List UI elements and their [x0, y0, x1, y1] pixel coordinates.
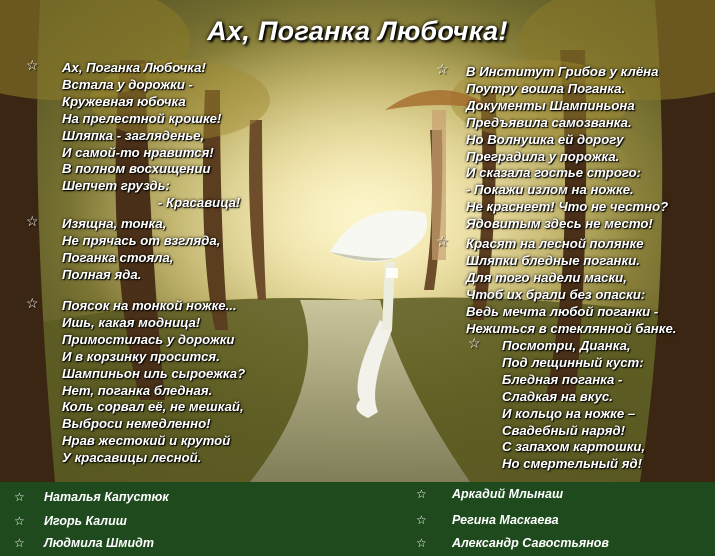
right-stanza-1 [466, 64, 668, 233]
poem-line: И в корзинку просится. [62, 348, 220, 364]
poem-line: Полная яда. [62, 266, 142, 282]
poem-line: Преградила у порожка. [466, 148, 620, 164]
poem-line: У красавицы лесной. [62, 450, 202, 466]
author-name: Наталья Капустюк [44, 490, 169, 504]
poem-line: С запахом картошки, [502, 439, 646, 455]
poem-line: Под лещинный куст: [502, 354, 644, 370]
poem-line: Красят на лесной полянке [466, 236, 644, 251]
poem-line: Выброси немедленно! [62, 416, 211, 432]
poem-line: Поясок на тонкой ножке... [62, 298, 237, 313]
poem-line: Ах, Поганка Любочка! [62, 60, 206, 75]
poem-line: И самой-то нравится! [62, 144, 214, 160]
poem-line: Предъявила самозванка. [466, 114, 632, 130]
poem-line: Встала у дорожки - [62, 76, 193, 92]
poem-line: Нрав жестокий и крутой [62, 433, 231, 449]
star-outline-icon: ☆ [14, 490, 25, 504]
poem-line: Изящна, тонка, [62, 216, 167, 231]
poem-line: Не прячась от взгляда, [62, 232, 221, 248]
left-stanza-3 [62, 298, 245, 467]
poem-line: Сладкая на вкус. [502, 388, 613, 404]
poem-line: - Красавица! [158, 195, 241, 211]
poem-line: Ведь мечта любой поганки - [466, 303, 659, 319]
poem-line: Документы Шампиньона [466, 97, 635, 113]
poem-line: Шляпки бледные поганки. [466, 252, 640, 268]
author-name: Регина Маскаева [452, 513, 559, 527]
star-outline-icon: ☆ [26, 57, 39, 73]
poem-line: - Покажи излом на ножке. [466, 182, 634, 198]
poem-line: В Институт Грибов у клёна [466, 64, 659, 79]
poem-line: Но смертельный яд! [502, 456, 643, 472]
poem-line: Коль сорвал её, не мешкай, [62, 399, 244, 415]
star-outline-icon: ☆ [26, 213, 39, 229]
authors-footer [0, 482, 715, 556]
poem-line: Поганка стояла, [62, 249, 174, 265]
poem-title: Ах, Поганка Любочка! [207, 16, 508, 46]
star-outline-icon: ☆ [436, 61, 449, 77]
poem-line: Не краснеет! Что не честно? [466, 199, 669, 215]
poem-line: Шепчет груздь: [62, 178, 170, 194]
poem-line: Шляпка - загляденье, [62, 127, 205, 143]
poem-line: Свадебный наряд! [502, 422, 626, 438]
poem-line: И сказала гостье строго: [466, 165, 642, 181]
poem-line: Но Волнушка ей дорогу [466, 131, 624, 147]
poem-line: Бледная поганка - [502, 371, 623, 387]
star-outline-icon: ☆ [416, 536, 427, 550]
poem-line: И кольцо на ножке – [502, 405, 636, 421]
right-stanza-3 [502, 338, 645, 473]
author-name: Людмила Шмидт [44, 536, 155, 550]
poem-line: Ядовитым здесь не место! [466, 216, 653, 232]
poem-line: Примостилась у дорожки [62, 331, 235, 347]
poem-line: Для того надели маски, [466, 269, 627, 285]
star-outline-icon: ☆ [468, 335, 481, 351]
author-name: Аркадий Млынаш [452, 487, 564, 501]
star-outline-icon: ☆ [14, 514, 25, 528]
poem-line: Шампиньон иль сыроежка? [62, 365, 246, 381]
poem-line: На прелестной крошке! [62, 110, 222, 126]
poem-line: В полном восхищении [62, 161, 211, 177]
star-outline-icon: ☆ [26, 295, 39, 311]
star-outline-icon: ☆ [416, 513, 427, 527]
left-stanza-1 [62, 60, 240, 212]
left-stanza-2 [62, 216, 220, 284]
poem-line: Посмотри, Дианка, [502, 338, 631, 353]
poem-line: Кружевная юбочка [62, 93, 186, 109]
poem-line: Нежиться в стеклянной банке. [466, 320, 677, 336]
poem-line: Нет, поганка бледная. [62, 382, 213, 398]
poem-line: Ишь, какая модница! [62, 314, 201, 330]
poem-line: Поутру вошла Поганка. [466, 80, 626, 96]
author-name: Игорь Калиш [44, 514, 127, 528]
right-stanza-2 [466, 236, 676, 337]
author-name: Александр Савостьянов [452, 536, 609, 550]
star-outline-icon: ☆ [436, 233, 449, 249]
star-outline-icon: ☆ [416, 487, 427, 501]
star-outline-icon: ☆ [14, 536, 25, 550]
poem-line: Чтоб их брали без опаски: [466, 286, 646, 302]
